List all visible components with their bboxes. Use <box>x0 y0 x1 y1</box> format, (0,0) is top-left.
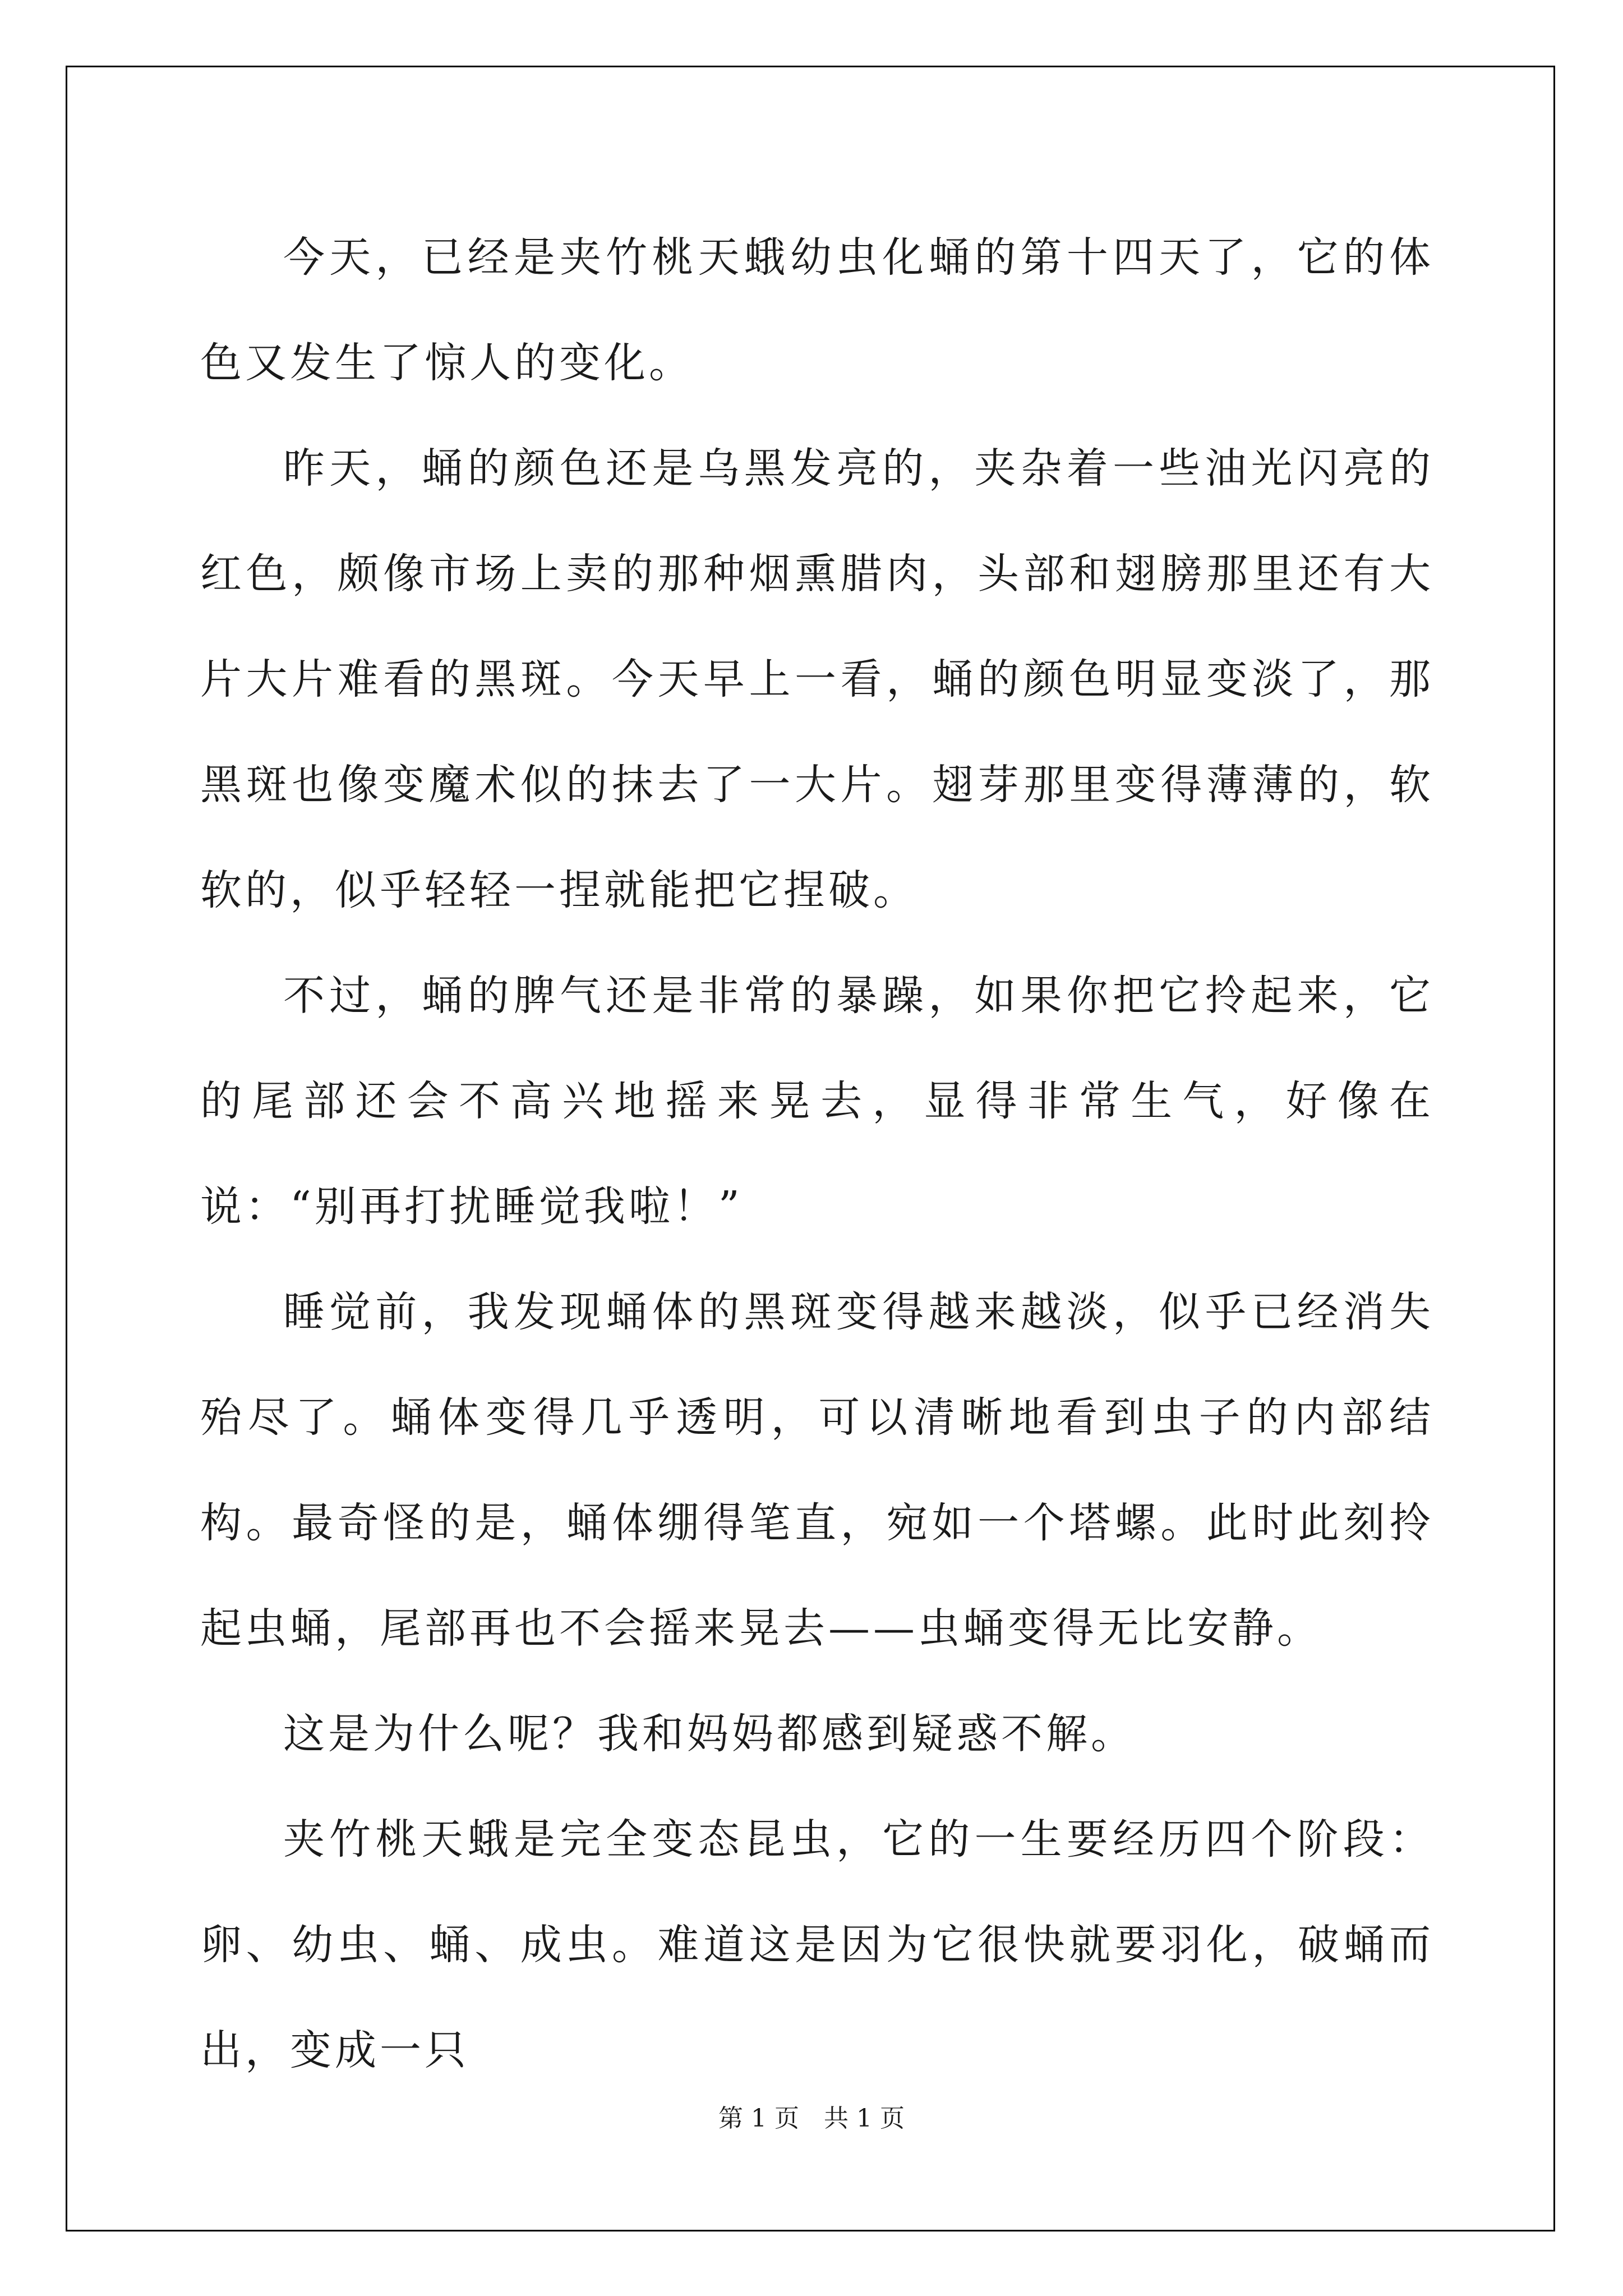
paragraph: 这是为什么呢？我和妈妈都感到疑惑不解。 <box>283 1710 1136 1758</box>
paragraph: 睡觉前，我发现蛹体的黑斑变得越来越淡，似乎已经消失殆尽了。蛹体变得几乎透明，可以清晰地看到虫子的内部结构。最奇怪的是，蛹体绷得笔直，宛如一个塔螺。此时此刻拎起虫蛹，尾部再也不会摇来晃去——虫蛹变得无比安静。 <box>200 1288 1434 1653</box>
document-body <box>200 205 1434 2103</box>
paragraph: 不过，蛹的脾气还是非常的暴躁，如果你把它拎起来，它的尾部还会不高兴地摇来晃去，显得非常生气，好像在说：“别再打扰睡觉我啦！” <box>200 972 1434 1231</box>
paragraph: 今天，已经是夹竹桃天蛾幼虫化蛹的第十四天了，它的体色又发生了惊人的变化。 <box>200 233 1434 387</box>
paragraph: 夹竹桃天蛾是完全变态昆虫，它的一生要经历四个阶段：卵、幼虫、蛹、成虫。难道这是因为它很快就要羽化，破蛹而出，变成一只 <box>200 1815 1434 2074</box>
paragraph: 昨天，蛹的颜色还是乌黑发亮的，夹杂着一些油光闪亮的红色，颇像市场上卖的那种烟熏腊肉，头部和翅膀那里还有大片大片难看的黑斑。今天早上一看，蛹的颜色明显变淡了，那黑斑也像变魔术似的抹去了一大片。翅芽那里变得薄薄的，软软的，似乎轻轻一捏就能把它捏破。 <box>200 444 1434 914</box>
page-footer: 第 1 页 共 1 页 <box>718 2104 905 2133</box>
